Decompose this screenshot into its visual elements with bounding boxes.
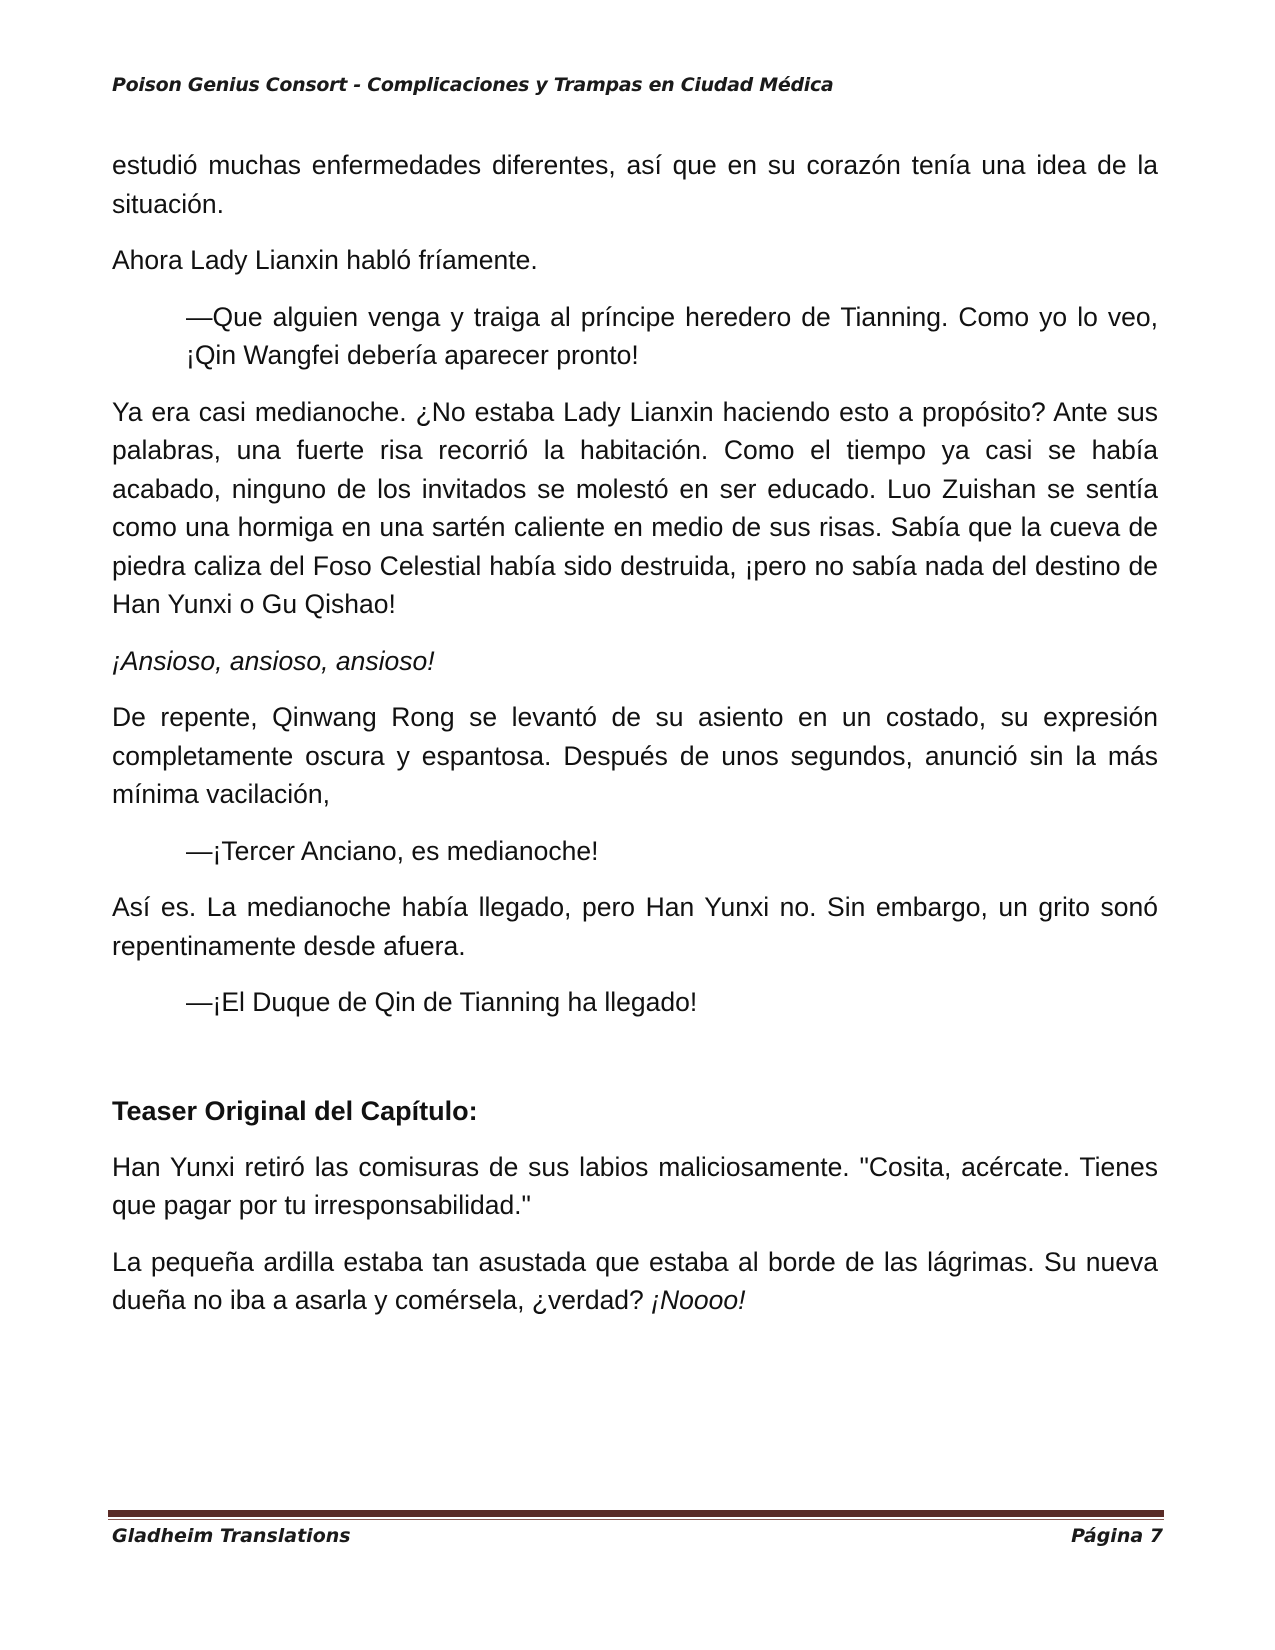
running-header: Poison Genius Consort - Complicaciones y Trampas en Ciudad Médica xyxy=(112,74,834,96)
paragraph-5: Así es. La medianoche había llegado, pero Han Yunxi no. Sin embargo, un grito sonó repentinamente desde afuera. xyxy=(112,892,1158,961)
paragraph-2: Ahora Lady Lianxin habló fríamente. xyxy=(112,245,538,275)
italic-thought: ¡Ansioso, ansioso, ansioso! xyxy=(112,645,435,676)
footer-page-number: Página 7 xyxy=(1071,1525,1163,1547)
dialogue-1: —Que alguien venga y traiga al príncipe heredero de Tianning. Como yo lo veo, ¡Qin Wangfei debería aparecer pronto! xyxy=(186,301,1158,370)
teaser-heading: Teaser Original del Capítulo: xyxy=(112,1095,478,1126)
teaser-paragraph-2-text: La pequeña ardilla estaba tan asustada que estaba al borde de las lágrimas. Su nueva dueña no iba a asarla y comérsela, ¿verdad? xyxy=(112,1246,1158,1315)
footer-rule-thin xyxy=(108,1519,1164,1520)
paragraph-4: De repente, Qinwang Rong se levantó de su asiento en un costado, su expresión completamente oscura y espantosa. Después de unos segundos, anunció sin la más mínima vacilación, xyxy=(112,702,1158,809)
paragraph-1: estudió muchas enfermedades diferentes, así que en su corazón tenía una idea de la situación. xyxy=(112,150,1158,219)
teaser-emphasis: ¡Noooo! xyxy=(651,1285,746,1315)
teaser-paragraph-1: Han Yunxi retiró las comisuras de sus labios maliciosamente. "Cosita, acércate. Tienes que pagar por tu irresponsabilidad." xyxy=(112,1151,1158,1220)
footer-rule xyxy=(108,1510,1164,1517)
footer-publisher: Gladheim Translations xyxy=(112,1525,351,1547)
dialogue-2: —¡Tercer Anciano, es medianoche! xyxy=(186,835,599,866)
teaser-paragraph-2 xyxy=(112,1243,1158,1320)
paragraph-3: Ya era casi medianoche. ¿No estaba Lady Lianxin haciendo esto a propósito? Ante sus palabras, una fuerte risa recorrió la habitación. Como el tiempo ya casi se había acabado, ninguno de los invitados se molestó en ser educado. Luo Zuishan se sentía como una hormiga en una sartén caliente en medio de sus risas. Sabía que la cueva de piedra caliza del Foso Celestial había sido destruida, ¡pero no sabía nada del destino de Han Yunxi o Gu Qishao! xyxy=(112,396,1158,619)
dialogue-3: —¡El Duque de Qin de Tianning ha llegado! xyxy=(186,987,698,1017)
page-body xyxy=(112,146,1158,1338)
